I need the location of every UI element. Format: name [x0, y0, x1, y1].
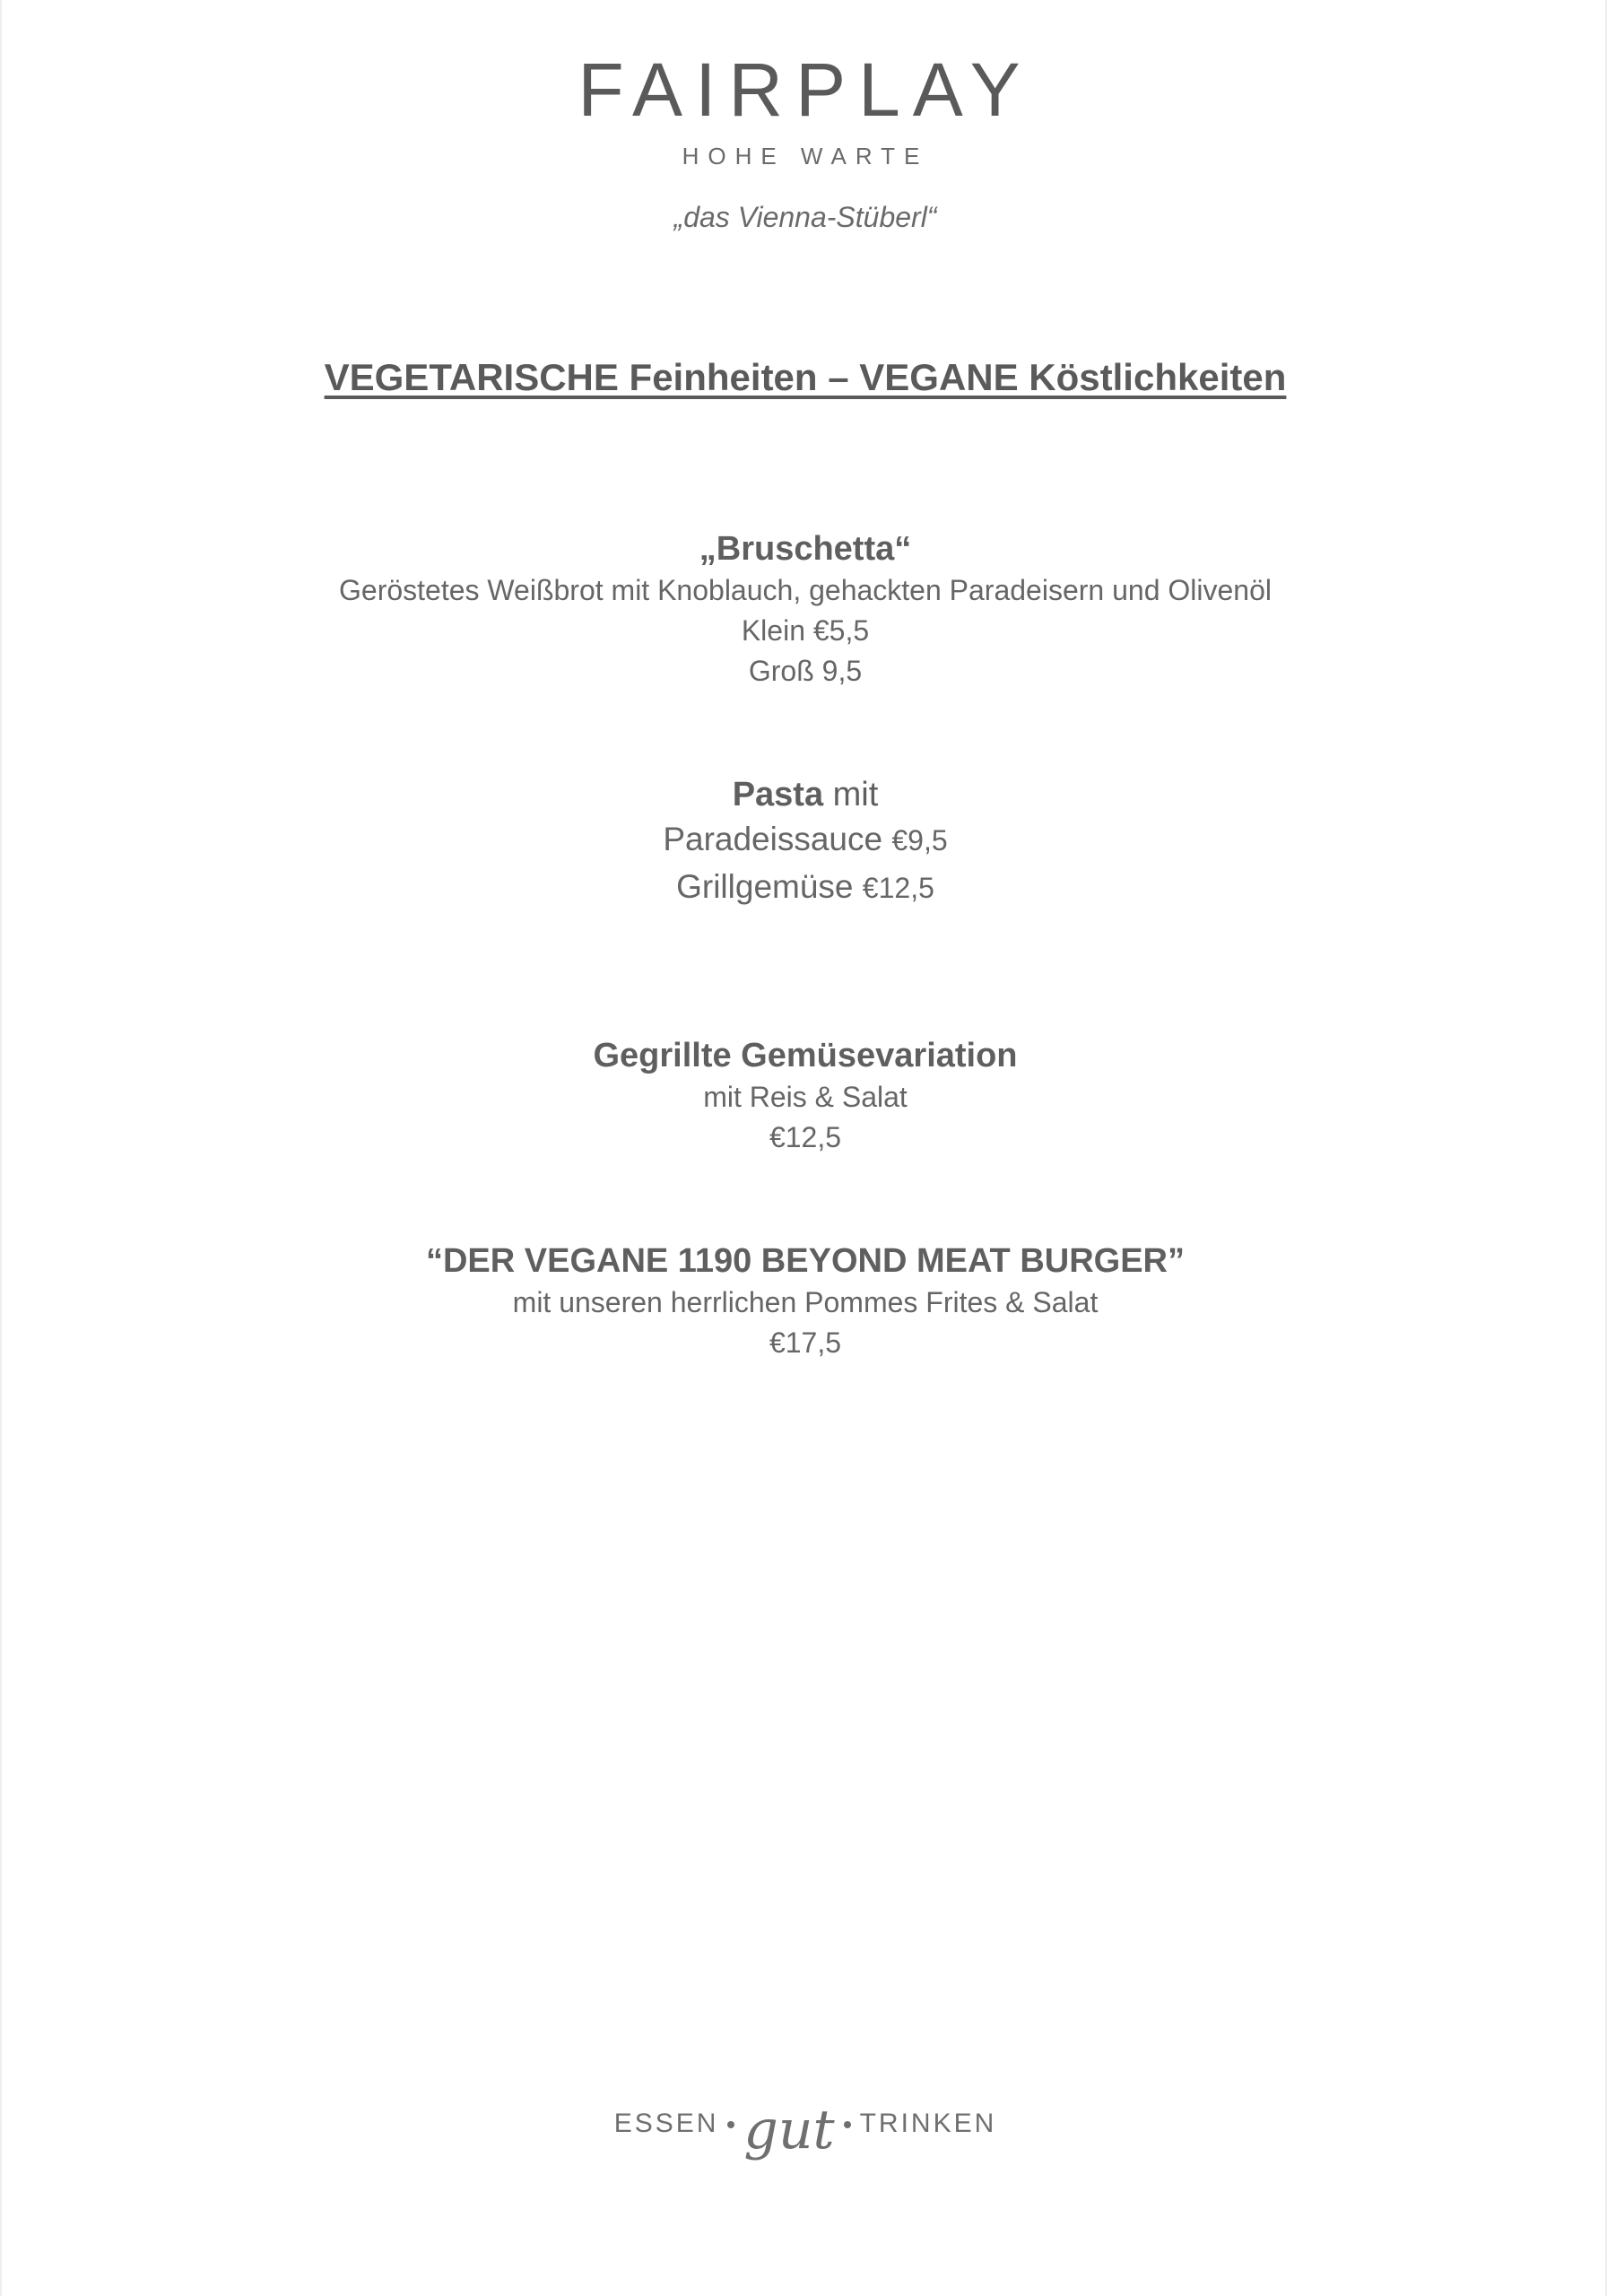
item-option	[2, 864, 1607, 911]
menu-item-burger	[2, 1239, 1607, 1363]
tagline: „das Vienna-Stüberl“	[673, 201, 937, 233]
menu-item-pasta	[2, 773, 1607, 911]
option-name: Grillgemüse	[676, 868, 863, 905]
menu-section-heading: VEGETARISCHE Feinheiten – VEGANE Köstlichkeiten	[324, 356, 1287, 398]
option-price: €9,5	[891, 824, 948, 857]
logo-subtitle: HOHE WARTE	[682, 143, 929, 170]
item-price: €17,5	[769, 1326, 842, 1359]
item-title: “DER VEGANE 1190 BEYOND MEAT BURGER”	[425, 1242, 1186, 1280]
item-description: Geröstetes Weißbrot mit Knoblauch, gehackten Paradeisern und Olivenöl	[339, 574, 1272, 606]
item-title-suffix: mit	[823, 776, 879, 813]
item-title: Pasta	[732, 776, 824, 813]
item-price-large: Groß 9,5	[748, 655, 863, 687]
option-name: Paradeissauce	[663, 821, 892, 857]
menu-item-bruschetta	[2, 527, 1607, 691]
footer-logo	[2, 2088, 1607, 2161]
footer-script: gut	[743, 2099, 835, 2162]
item-option	[2, 816, 1607, 864]
dot-icon	[844, 2121, 851, 2128]
item-title-row	[2, 773, 1607, 816]
item-description: mit unseren herrlichen Pommes Frites & Salat	[512, 1286, 1099, 1318]
menu-item-gemuesevariation	[2, 1034, 1607, 1158]
dot-icon	[727, 2121, 734, 2128]
item-price-small: Klein €5,5	[741, 614, 870, 647]
footer-right: TRINKEN	[859, 2109, 997, 2138]
logo-wordmark: FAIRPLAY	[578, 48, 1033, 132]
item-description: mit Reis & Salat	[703, 1081, 908, 1113]
item-title: „Bruschetta“	[699, 530, 912, 568]
option-price: €12,5	[862, 872, 934, 904]
item-title: Gegrillte Gemüsevariation	[593, 1037, 1018, 1074]
footer-left: ESSEN	[613, 2109, 719, 2138]
item-price: €12,5	[769, 1121, 842, 1153]
